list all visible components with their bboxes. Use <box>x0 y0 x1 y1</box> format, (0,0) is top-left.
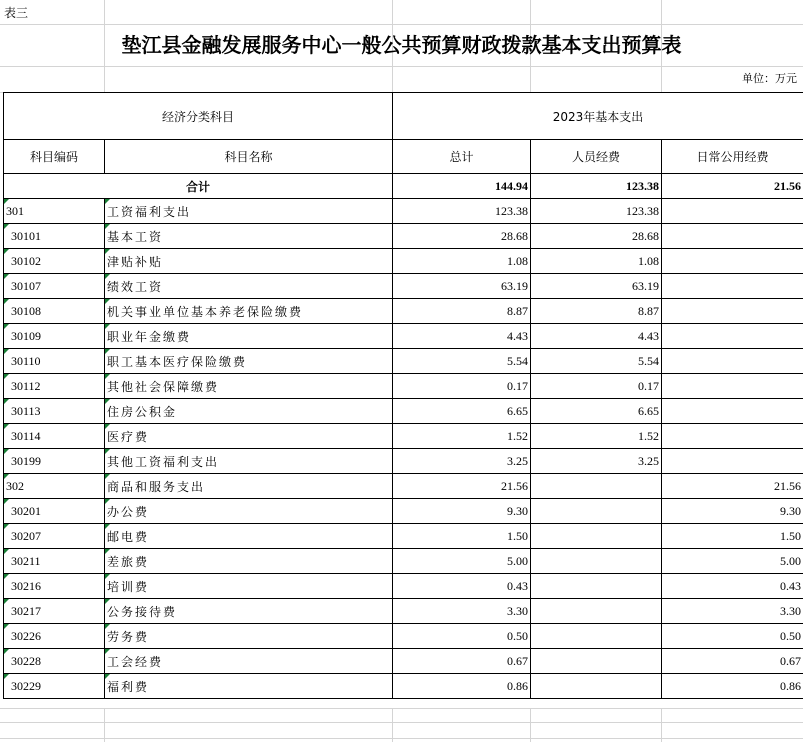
table-row <box>4 249 803 274</box>
row-total[interactable]: 5.54 <box>393 349 531 374</box>
table-row <box>4 599 803 624</box>
table-row <box>4 649 803 674</box>
row-total[interactable]: 0.43 <box>393 574 531 599</box>
row-public[interactable] <box>662 249 803 274</box>
row-name[interactable]: 绩效工资 <box>105 274 393 299</box>
row-name[interactable]: 基本工资 <box>105 224 393 249</box>
row-public[interactable] <box>662 199 803 224</box>
row-public[interactable]: 5.00 <box>662 549 803 574</box>
total-label: 合计 <box>4 174 393 199</box>
budget-table <box>3 92 803 699</box>
row-total[interactable]: 0.67 <box>393 649 531 674</box>
row-code[interactable]: 30216 <box>4 574 105 599</box>
row-total[interactable]: 4.43 <box>393 324 531 349</box>
row-personnel[interactable] <box>531 499 662 524</box>
row-personnel[interactable] <box>531 674 662 699</box>
row-code[interactable]: 30199 <box>4 449 105 474</box>
row-name[interactable]: 津贴补贴 <box>105 249 393 274</box>
row-public[interactable] <box>662 224 803 249</box>
row-total[interactable]: 0.17 <box>393 374 531 399</box>
row-public[interactable]: 9.30 <box>662 499 803 524</box>
table-row <box>4 674 803 699</box>
row-code[interactable]: 30228 <box>4 649 105 674</box>
row-total[interactable]: 9.30 <box>393 499 531 524</box>
row-name[interactable]: 其他工资福利支出 <box>105 449 393 474</box>
row-public[interactable]: 3.30 <box>662 599 803 624</box>
table-row <box>4 349 803 374</box>
row-name[interactable]: 福利费 <box>105 674 393 699</box>
row-total[interactable]: 0.50 <box>393 624 531 649</box>
header-code: 科目编码 <box>4 140 105 174</box>
row-name[interactable]: 培训费 <box>105 574 393 599</box>
row-public[interactable]: 1.50 <box>662 524 803 549</box>
unit-label: 单位：万元 <box>742 72 797 85</box>
row-name[interactable]: 邮电费 <box>105 524 393 549</box>
row-name[interactable]: 差旅费 <box>105 549 393 574</box>
row-personnel[interactable]: 6.65 <box>531 399 662 424</box>
total-personnel: 123.38 <box>531 174 662 199</box>
row-total[interactable]: 8.87 <box>393 299 531 324</box>
row-total[interactable]: 6.65 <box>393 399 531 424</box>
row-personnel[interactable] <box>531 649 662 674</box>
row-code[interactable]: 30108 <box>4 299 105 324</box>
row-total[interactable]: 123.38 <box>393 199 531 224</box>
row-public[interactable]: 0.43 <box>662 574 803 599</box>
header-economic-category: 经济分类科目 <box>4 93 393 140</box>
row-name[interactable]: 劳务费 <box>105 624 393 649</box>
row-total[interactable]: 63.19 <box>393 274 531 299</box>
table-row <box>4 574 803 599</box>
row-total[interactable]: 1.52 <box>393 424 531 449</box>
row-code[interactable]: 30102 <box>4 249 105 274</box>
row-public[interactable]: 0.50 <box>662 624 803 649</box>
row-personnel[interactable]: 5.54 <box>531 349 662 374</box>
row-public[interactable] <box>662 424 803 449</box>
row-name[interactable]: 医疗费 <box>105 424 393 449</box>
table-row <box>4 224 803 249</box>
row-name[interactable]: 机关事业单位基本养老保险缴费 <box>105 299 393 324</box>
header-basic-expenditure: 2023年基本支出 <box>393 93 803 140</box>
row-code[interactable]: 30226 <box>4 624 105 649</box>
total-public: 21.56 <box>662 174 803 199</box>
row-name[interactable]: 公务接待费 <box>105 599 393 624</box>
table-row <box>4 399 803 424</box>
table-row <box>4 199 803 224</box>
header-public: 日常公用经费 <box>662 140 803 174</box>
header-total: 总计 <box>393 140 531 174</box>
table-row <box>4 324 803 349</box>
row-total[interactable]: 3.25 <box>393 449 531 474</box>
row-total[interactable]: 1.50 <box>393 524 531 549</box>
row-code[interactable]: 301 <box>4 199 105 224</box>
row-total[interactable]: 5.00 <box>393 549 531 574</box>
row-name[interactable]: 职工基本医疗保险缴费 <box>105 349 393 374</box>
table-number-note: 表三 <box>4 6 29 20</box>
table-row <box>4 524 803 549</box>
row-name[interactable]: 工资福利支出 <box>105 199 393 224</box>
row-personnel[interactable] <box>531 599 662 624</box>
row-name[interactable]: 职业年金缴费 <box>105 324 393 349</box>
row-code[interactable]: 30201 <box>4 499 105 524</box>
row-personnel[interactable] <box>531 474 662 499</box>
row-personnel[interactable] <box>531 524 662 549</box>
row-public[interactable] <box>662 374 803 399</box>
row-code[interactable]: 30207 <box>4 524 105 549</box>
header-row-1 <box>4 93 803 140</box>
table-row <box>4 424 803 449</box>
header-personnel: 人员经费 <box>531 140 662 174</box>
row-name[interactable]: 其他社会保障缴费 <box>105 374 393 399</box>
row-name[interactable]: 商品和服务支出 <box>105 474 393 499</box>
total-total: 144.94 <box>393 174 531 199</box>
row-code[interactable]: 302 <box>4 474 105 499</box>
table-row <box>4 299 803 324</box>
row-personnel[interactable] <box>531 574 662 599</box>
row-total[interactable]: 1.08 <box>393 249 531 274</box>
row-public[interactable] <box>662 399 803 424</box>
row-total[interactable]: 3.30 <box>393 599 531 624</box>
row-code[interactable]: 30110 <box>4 349 105 374</box>
row-personnel[interactable]: 63.19 <box>531 274 662 299</box>
row-personnel[interactable]: 4.43 <box>531 324 662 349</box>
header-name: 科目名称 <box>105 140 393 174</box>
row-personnel[interactable]: 1.52 <box>531 424 662 449</box>
table-row <box>4 549 803 574</box>
row-public[interactable] <box>662 449 803 474</box>
row-total[interactable]: 28.68 <box>393 224 531 249</box>
row-code[interactable]: 30101 <box>4 224 105 249</box>
row-personnel[interactable]: 0.17 <box>531 374 662 399</box>
table-row <box>4 374 803 399</box>
row-code[interactable]: 30113 <box>4 399 105 424</box>
table-row <box>4 274 803 299</box>
row-public[interactable] <box>662 274 803 299</box>
page-title: 垫江县金融发展服务中心一般公共预算财政拨款基本支出预算表 <box>121 33 682 57</box>
row-personnel[interactable] <box>531 624 662 649</box>
row-code[interactable]: 30109 <box>4 324 105 349</box>
row-name[interactable]: 工会经费 <box>105 649 393 674</box>
total-row <box>4 174 803 199</box>
row-public[interactable]: 0.67 <box>662 649 803 674</box>
row-personnel[interactable] <box>531 549 662 574</box>
row-code[interactable]: 30107 <box>4 274 105 299</box>
row-code[interactable]: 30112 <box>4 374 105 399</box>
row-code[interactable]: 30114 <box>4 424 105 449</box>
row-personnel[interactable]: 123.38 <box>531 199 662 224</box>
row-total[interactable]: 0.86 <box>393 674 531 699</box>
table-row <box>4 474 803 499</box>
row-public[interactable] <box>662 324 803 349</box>
row-total[interactable]: 21.56 <box>393 474 531 499</box>
row-name[interactable]: 办公费 <box>105 499 393 524</box>
table-row <box>4 449 803 474</box>
row-personnel[interactable]: 1.08 <box>531 249 662 274</box>
row-public[interactable] <box>662 349 803 374</box>
row-code[interactable]: 30217 <box>4 599 105 624</box>
row-code[interactable]: 30211 <box>4 549 105 574</box>
row-personnel[interactable]: 28.68 <box>531 224 662 249</box>
row-personnel[interactable]: 3.25 <box>531 449 662 474</box>
header-row-2 <box>4 140 803 174</box>
row-public[interactable] <box>662 299 803 324</box>
row-code[interactable]: 30229 <box>4 674 105 699</box>
row-personnel[interactable]: 8.87 <box>531 299 662 324</box>
table-row <box>4 499 803 524</box>
row-public[interactable]: 21.56 <box>662 474 803 499</box>
table-row <box>4 624 803 649</box>
row-name[interactable]: 住房公积金 <box>105 399 393 424</box>
row-public[interactable]: 0.86 <box>662 674 803 699</box>
